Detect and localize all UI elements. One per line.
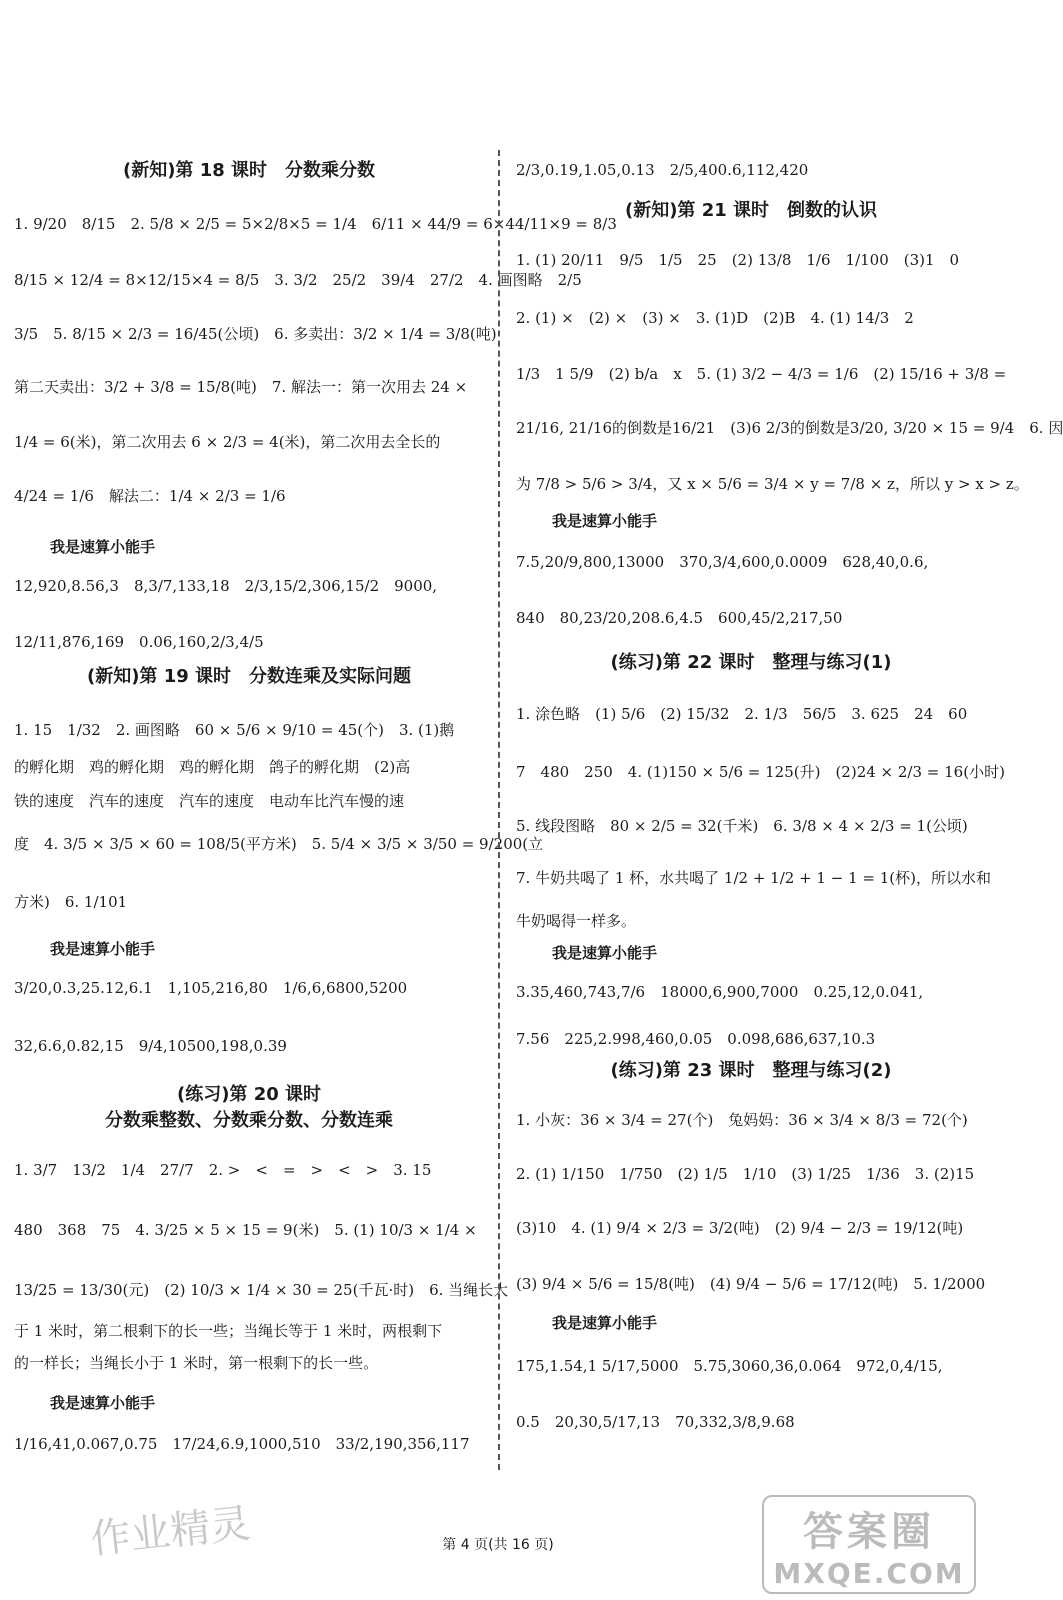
right-line-16: 我是速算小能手 [552,944,658,962]
left-line-26: 我是速算小能手 [50,1394,156,1412]
right-line-21: 2. (1) 1/150 1/750 (2) 1/5 1/10 (3) 1/25 1/36 3. (2)15 [516,1165,975,1183]
right-line-2: 1. (1) 20/11 9/5 1/5 25 (2) 13/8 1/6 1/100 (3)1 0 [516,251,960,269]
left-line-1: 1. 9/20 8/15 2. 5/8 × 2/5 = 5×2/8×5 = 1/4 6/11 × 44/9 = 6×44/11×9 = 8/3 [14,215,617,233]
right-line-9: 840 80,23/20,208.6,4.5 600,45/2,217,50 [516,609,843,627]
site-watermark-logo [762,1495,976,1594]
left-line-3: 3/5 5. 8/15 × 2/3 = 16/45(公顷) 6. 多卖出：3/2 × 1/4 = 3/8(吨) [14,325,497,343]
right-line-7: 我是速算小能手 [552,512,658,530]
left-line-20: 分数乘整数、分数乘分数、分数连乘 [105,1110,393,1131]
watermark-en: MXQE.COM [773,1556,965,1590]
left-line-24: 于 1 米时，第二根剩下的长一些；当绳长等于 1 米时，两根剩下 [14,1322,443,1340]
watermark-cn: 答案圈 [803,1508,935,1555]
right-column [516,140,1063,1480]
left-line-13: 铁的速度 汽车的速度 汽车的速度 电动车比汽车慢的速 [14,792,405,810]
right-line-17: 3.35,460,743,7/6 18000,6,900,7000 0.25,12,0.041, [516,983,924,1001]
left-line-27: 1/16,41,0.067,0.75 17/24,6.9,1000,510 33/2,190,356,117 [14,1435,470,1453]
right-line-10: (练习)第 22 课时 整理与练习(1) [610,652,892,673]
right-line-23: (3) 9/4 × 5/6 = 15/8(吨) (4) 9/4 − 5/6 = 17/12(吨) 5. 1/2000 [516,1275,986,1293]
right-line-0: 2/3,0.19,1.05,0.13 2/5,400.6,112,420 [516,161,809,179]
right-line-19: (练习)第 23 课时 整理与练习(2) [610,1060,892,1081]
left-line-19: (练习)第 20 课时 [176,1084,322,1105]
right-line-14: 7. 牛奶共喝了 1 杯，水共喝了 1/2 + 1/2 + 1 − 1 = 1(杯)，所以水和 [516,869,991,887]
left-line-9: 12/11,876,169 0.06,160,2/3,4/5 [14,633,264,651]
right-line-26: 0.5 20,30,5/17,13 70,332,3/8,9.68 [516,1413,795,1431]
left-line-18: 32,6.6,0.82,15 9/4,10500,198,0.39 [14,1037,287,1055]
right-line-1: (新知)第 21 课时 倒数的认识 [624,200,878,221]
left-line-11: 1. 15 1/32 2. 画图略 60 × 5/6 × 9/10 = 45(个) 3. (1)鹅 [14,721,455,739]
left-line-10: (新知)第 19 课时 分数连乘及实际问题 [86,666,412,687]
left-line-25: 的一样长；当绳长小于 1 米时，第一根剩下的长一些。 [14,1354,379,1372]
right-line-12: 7 480 250 4. (1)150 × 5/6 = 125(升) (2)24 × 2/3 = 16(小时) [516,763,1005,781]
right-line-18: 7.56 225,2.998,460,0.05 0.098,686,637,10.3 [516,1030,876,1048]
right-line-8: 7.5,20/9,800,13000 370,3/4,600,0.0009 628,40,0.6, [516,553,929,571]
right-line-22: (3)10 4. (1) 9/4 × 2/3 = 3/2(吨) (2) 9/4 − 2/3 = 19/12(吨) [516,1219,964,1237]
left-line-5: 1/4 = 6(米)，第二次用去 6 × 2/3 = 4(米)，第二次用去全长的 [14,433,441,451]
left-line-6: 4/24 = 1/6 解法二：1/4 × 2/3 = 1/6 [14,487,286,505]
left-line-4: 第二天卖出：3/2 + 3/8 = 15/8(吨) 7. 解法一：第一次用去 24 × [14,378,468,396]
right-line-25: 175,1.54,1 5/17,5000 5.75,3060,36,0.064 972,0,4/15, [516,1357,943,1375]
left-line-0: (新知)第 18 课时 分数乘分数 [122,160,376,181]
left-line-16: 我是速算小能手 [50,940,156,958]
left-line-22: 480 368 75 4. 3/25 × 5 × 15 = 9(米) 5. (1) 10/3 × 1/4 × [14,1221,477,1239]
left-line-23: 13/25 = 13/30(元) (2) 10/3 × 1/4 × 30 = 25(千瓦·时) 6. 当绳长大 [14,1281,509,1299]
left-line-8: 12,920,8.56,3 8,3/7,133,18 2/3,15/2,306,15/2 9000, [14,577,438,595]
right-line-24: 我是速算小能手 [552,1314,658,1332]
right-line-5: 21/16, 21/16的倒数是16/21 (3)6 2/3的倒数是3/20, 3/20 × 15 = 9/4 6. 因 [516,419,1063,437]
right-line-15: 牛奶喝得一样多。 [516,912,637,930]
right-line-13: 5. 线段图略 80 × 2/5 = 32(千米) 6. 3/8 × 4 × 2/3 = 1(公顷) [516,817,968,835]
left-line-12: 的孵化期 鸡的孵化期 鸡的孵化期 鸽子的孵化期 (2)高 [14,758,411,776]
right-line-3: 2. (1) × (2) × (3) × 3. (1)D (2)B 4. (1) 14/3 2 [516,309,914,327]
column-divider [498,150,500,1470]
right-line-4: 1/3 1 5/9 (2) b/a x 5. (1) 3/2 − 4/3 = 1/6 (2) 15/16 + 3/8 = [516,365,1007,383]
right-line-11: 1. 涂色略 (1) 5/6 (2) 15/32 2. 1/3 56/5 3. 625 24 60 [516,705,968,723]
right-line-6: 为 7/8 > 5/6 > 3/4，又 x × 5/6 = 3/4 × y = 7/8 × z，所以 y > x > z。 [516,475,1029,493]
left-line-2: 8/15 × 12/4 = 8×12/15×4 = 8/5 3. 3/2 25/2 39/4 27/2 4. 画图略 2/5 [14,271,582,289]
left-line-17: 3/20,0.3,25.12,6.1 1,105,216,80 1/6,6,6800,5200 [14,979,408,997]
left-line-15: 方米) 6. 1/101 [14,893,128,911]
left-line-7: 我是速算小能手 [50,538,156,556]
right-line-20: 1. 小灰：36 × 3/4 = 27(个) 兔妈妈：36 × 3/4 × 8/3 = 72(个) [516,1111,968,1129]
handwrite-watermark: 作业精灵 [88,1500,253,1564]
left-line-21: 1. 3/7 13/2 1/4 27/7 2. > < = > < > 3. 15 [14,1161,432,1179]
page-footer: 第 4 页(共 16 页) [442,1537,554,1553]
left-line-14: 度 4. 3/5 × 3/5 × 60 = 108/5(平方米) 5. 5/4 × 3/5 × 3/50 = 9/200(立 [14,835,544,853]
